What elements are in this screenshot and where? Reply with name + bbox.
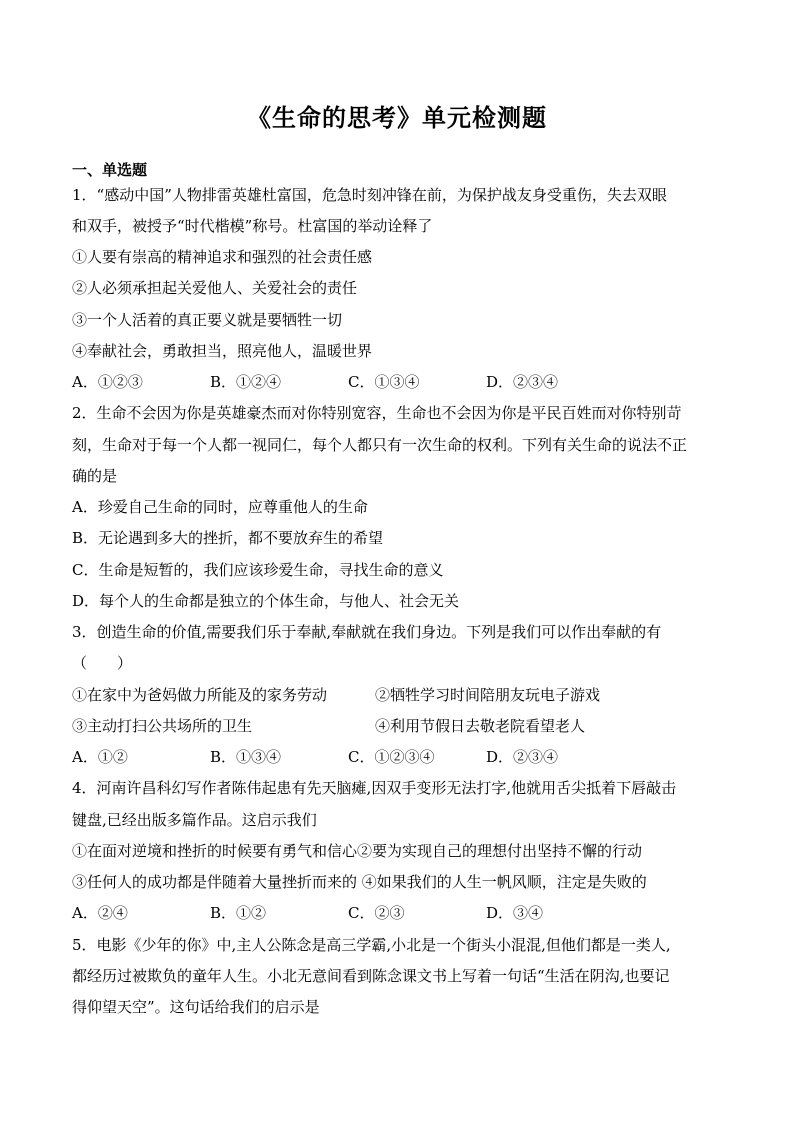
q3-answer-blank: （ ）	[72, 654, 133, 672]
q1-option-a[interactable]: A．①②③	[72, 373, 143, 391]
q5-stem-line2: 都经历过被欺负的童年人生。小北无意间看到陈念课文书上写着一句话“生活在阴沟,也要记	[72, 967, 670, 985]
q3-option-d[interactable]: D．②③④	[486, 748, 559, 766]
page-title: 《生命的思考》单元检测题	[247, 104, 547, 132]
q1-option-d[interactable]: D．②③④	[486, 373, 559, 391]
q3-stem-line1: 3．创造生命的价值,需要我们乐于奉献,奉献就在我们身边。下列是我们可以作出奉献的有	[72, 623, 662, 641]
q2-option-c[interactable]: C．生命是短暂的，我们应该珍爱生命，寻找生命的意义	[72, 561, 444, 579]
section-heading: 一、单选题	[72, 161, 148, 179]
q1-statement-2: ②人必须承担起关爱他人、关爱社会的责任	[72, 279, 358, 297]
q2-option-a[interactable]: A．珍爱自己生命的同时，应尊重他人的生命	[72, 498, 368, 516]
q1-option-b[interactable]: B．①②④	[210, 373, 282, 391]
q3-statement-2: ②牺牲学习时间陪朋友玩电子游戏	[375, 686, 601, 704]
q2-stem-line3: 确的是	[72, 467, 118, 485]
q2-option-d[interactable]: D．每个人的生命都是独立的个体生命，与他人、社会无关	[72, 592, 460, 610]
q2-stem-line1: 2．生命不会因为你是英雄豪杰而对你特别宽容，生命也不会因为你是平民百姓而对你特别苛	[72, 404, 682, 422]
q3-statement-4: ④利用节假日去敬老院看望老人	[375, 717, 586, 735]
q3-statement-3: ③主动打扫公共场所的卫生	[72, 717, 253, 735]
q4-option-c[interactable]: C．②③	[348, 904, 405, 922]
q1-stem-line1: 1．“感动中国”人物排雷英雄杜富国，危急时刻冲锋在前，为保护战友身受重伤，失去双眼	[72, 186, 667, 204]
q5-stem-line1: 5．电影《少年的你》中,主人公陈念是高三学霸,小北是一个街头小混混,但他们都是一类人,	[72, 936, 671, 954]
q4-statements-1-2: ①在面对逆境和挫折的时候要有勇气和信心②要为实现自己的理想付出坚持不懈的行动	[72, 842, 643, 860]
q3-statement-1: ①在家中为爸妈做力所能及的家务劳动	[72, 686, 328, 704]
q2-stem-line2: 刻，生命对于每一个人都一视同仁，每个人都只有一次生命的权利。下列有关生命的说法不正	[72, 436, 688, 454]
q1-statement-3: ③一个人活着的真正要义就是要牺牲一切	[72, 311, 343, 329]
q5-stem-line3: 得仰望天空”。这句话给我们的启示是	[72, 998, 320, 1016]
q3-option-b[interactable]: B．①③④	[210, 748, 282, 766]
q4-option-b[interactable]: B．①②	[210, 904, 267, 922]
q1-statement-4: ④奉献社会，勇敢担当，照亮他人，温暖世界	[72, 342, 373, 360]
q2-option-b[interactable]: B．无论遇到多大的挫折，都不要放弃生的希望	[72, 529, 384, 547]
q4-statements-3-4: ③任何人的成功都是伴随着大量挫折而来的 ④如果我们的人生一帆风顺，注定是失败的	[72, 873, 647, 891]
q4-stem-line1: 4．河南许昌科幻写作者陈伟起患有先天脑瘫,因双手变形无法打字,他就用舌尖抵着下唇敲击	[72, 779, 677, 797]
q1-stem-line2: 和双手，被授予“时代楷模”称号。杜富国的举动诠释了	[72, 217, 433, 235]
q4-option-d[interactable]: D．③④	[486, 904, 544, 922]
q3-option-c[interactable]: C．①②③④	[348, 748, 435, 766]
q1-option-c[interactable]: C．①③④	[348, 373, 420, 391]
q1-statement-1: ①人要有崇高的精神追求和强烈的社会责任感	[72, 248, 373, 266]
q4-option-a[interactable]: A．②④	[72, 904, 128, 922]
q4-stem-line2: 键盘,已经出版多篇作品。这启示我们	[72, 811, 317, 829]
q3-option-a[interactable]: A．①②	[72, 748, 128, 766]
